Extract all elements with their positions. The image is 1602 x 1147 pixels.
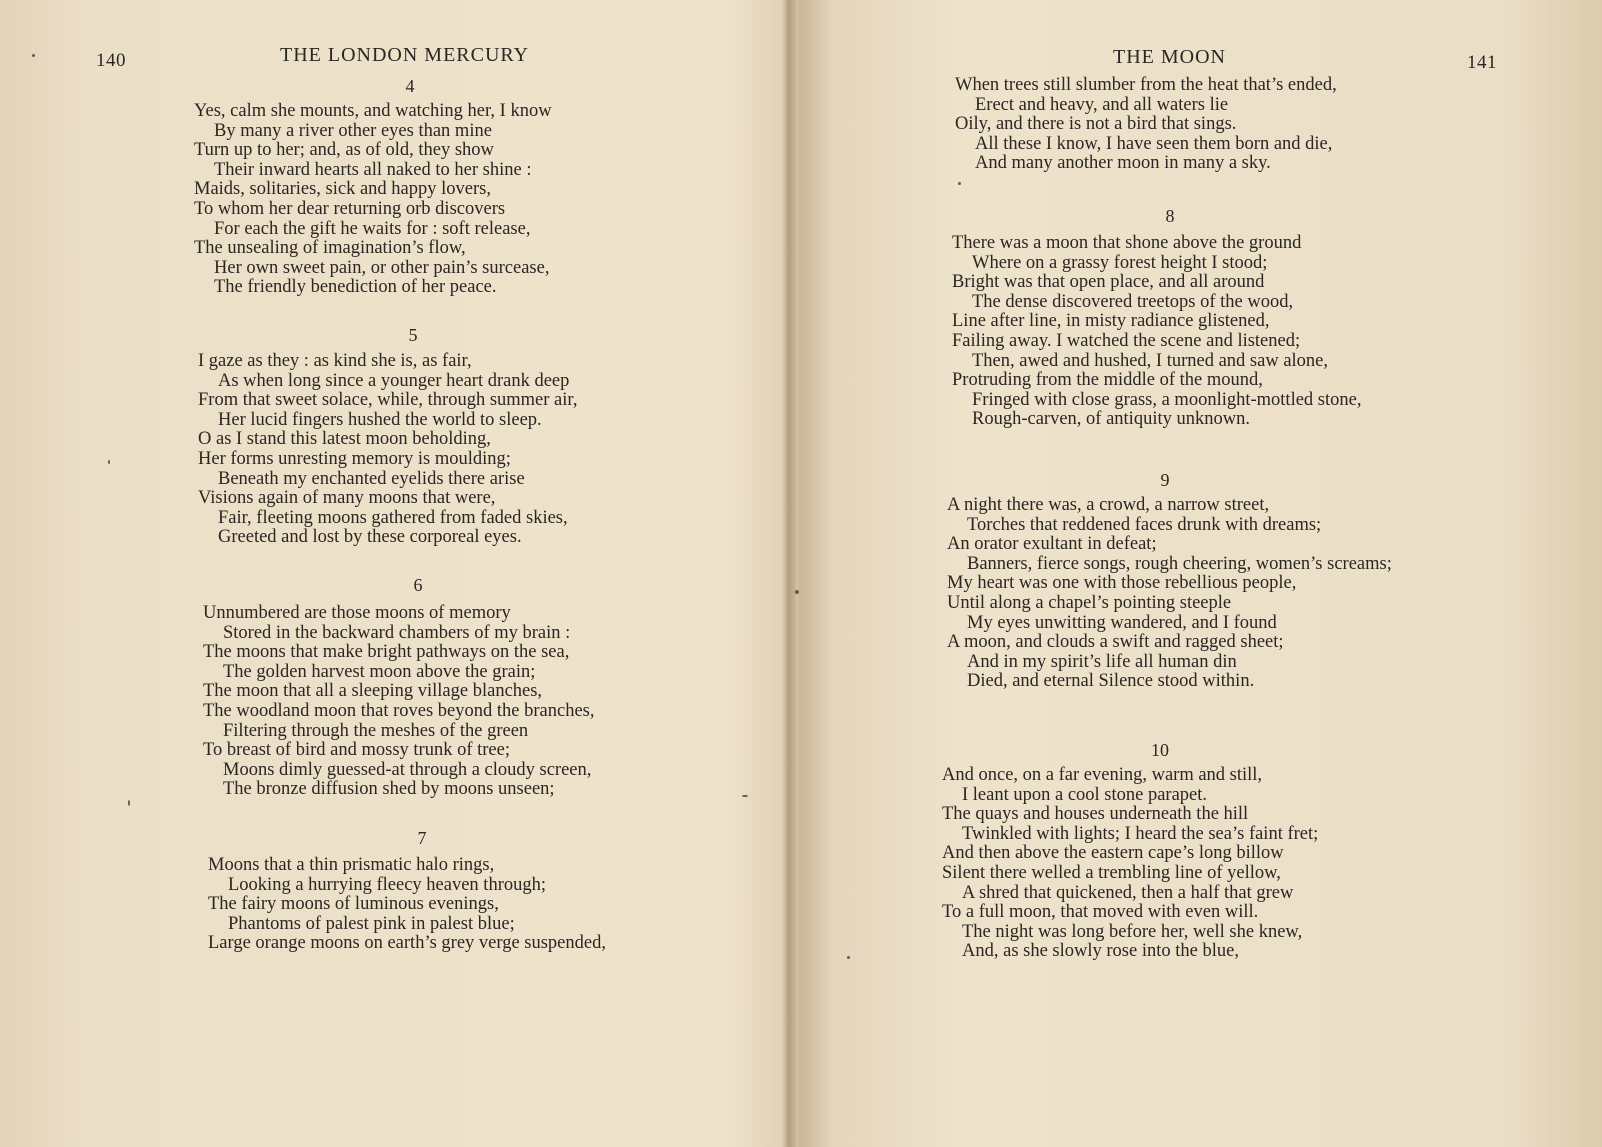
poem-line: The moon that all a sleeping village blanches, <box>203 681 543 702</box>
left-page-number: 140 <box>96 50 126 71</box>
poem-line: Her forms unresting memory is moulding; <box>198 448 511 469</box>
poem-line: Turn up to her; and, as of old, they show <box>194 140 494 161</box>
poem-line: A night there was, a crowd, a narrow street, <box>947 495 1270 515</box>
poem-line: O as I stand this latest moon beholding, <box>198 429 491 450</box>
stanza-9 <box>947 496 1392 692</box>
poem-line: Unnumbered are those moons of memory <box>203 603 511 623</box>
poem-line: As when long since a younger heart drank deep <box>218 370 570 391</box>
poem-line: The moons that make bright pathways on the sea, <box>203 642 570 663</box>
poem-line: Oily, and there is not a bird that sings. <box>955 114 1237 135</box>
poem-line: Stored in the backward chambers of my brain : <box>223 622 571 643</box>
poem-line: Moons dimly guessed-at through a cloudy screen, <box>223 759 592 780</box>
poem-line: And many another moon in many a sky. <box>975 153 1271 174</box>
poem-line: And once, on a far evening, warm and still, <box>942 765 1263 785</box>
stanza-number: 4 <box>405 76 415 96</box>
poem-line: The quays and houses underneath the hill <box>942 804 1249 825</box>
right-running-head: THE MOON <box>1113 46 1226 68</box>
stanza-4 <box>194 102 552 298</box>
stanza-number: 7 <box>417 828 427 848</box>
paper-speck <box>32 54 35 57</box>
poem-line: Until along a chapel’s pointing steeple <box>947 592 1232 613</box>
stanza-7 <box>208 856 606 954</box>
poem-line: Erect and heavy, and all waters lie <box>975 94 1229 115</box>
poem-line: Where on a grassy forest height I stood; <box>972 252 1268 273</box>
poem-line: From that sweet solace, while, through summer air, <box>198 390 578 411</box>
poem-line: And in my spirit’s life all human din <box>967 651 1237 672</box>
poem-line: My heart was one with those rebellious people, <box>947 573 1297 594</box>
stanza-number: 10 <box>1151 740 1169 760</box>
poem-line: Rough-carven, of antiquity unknown. <box>972 409 1250 430</box>
poem-line: Looking a hurrying fleecy heaven through; <box>228 874 546 895</box>
poem-line: Then, awed and hushed, I turned and saw alone, <box>972 350 1329 371</box>
poem-line: And, as she slowly rose into the blue, <box>962 941 1239 962</box>
poem-line: Their inward hearts all naked to her shine : <box>214 159 532 180</box>
paper-speck <box>108 460 110 464</box>
stanza-number: 8 <box>1165 206 1175 226</box>
poem-line: To whom her dear returning orb discovers <box>194 198 506 219</box>
poem-line: A shred that quickened, then a half that grew <box>962 882 1294 903</box>
poem-line: Filtering through the meshes of the green <box>223 720 529 741</box>
poem-line: Beneath my enchanted eyelids there arise <box>218 468 525 489</box>
poem-line: All these I know, I have seen them born and die, <box>975 133 1333 154</box>
poem-line: Torches that reddened faces drunk with dreams; <box>967 514 1322 535</box>
poem-line: I leant upon a cool stone parapet. <box>962 784 1208 805</box>
poem-line: Moons that a thin prismatic halo rings, <box>208 855 495 875</box>
poem-line: Phantoms of palest pink in palest blue; <box>228 913 515 934</box>
stanza-7-continued <box>955 76 1337 174</box>
poem-line: Greeted and lost by these corporeal eyes. <box>218 527 522 548</box>
paper-speck <box>795 590 799 594</box>
stanza-number: 9 <box>1160 470 1170 490</box>
stanza-8 <box>952 234 1361 430</box>
poem-line: I gaze as they : as kind she is, as fair, <box>198 351 472 371</box>
paper-speck <box>847 956 850 959</box>
poem-line: A moon, and clouds a swift and ragged sheet; <box>947 632 1284 653</box>
poem-line: By many a river other eyes than mine <box>214 120 492 141</box>
poem-line: For each the gift he waits for : soft release, <box>214 218 531 239</box>
poem-line: The night was long before her, well she knew, <box>962 921 1303 942</box>
poem-line: Protruding from the middle of the mound, <box>952 370 1263 391</box>
poem-line: The dense discovered treetops of the wood, <box>972 291 1294 312</box>
poem-line: Bright was that open place, and all around <box>952 272 1265 293</box>
paper-speck <box>958 182 961 185</box>
poem-line: When trees still slumber from the heat that’s ended, <box>955 75 1337 95</box>
poem-line: And then above the eastern cape’s long billow <box>942 843 1284 864</box>
poem-line: Maids, solitaries, sick and happy lovers, <box>194 179 491 200</box>
poem-line: The woodland moon that roves beyond the branches, <box>203 700 595 721</box>
poem-line: The golden harvest moon above the grain; <box>223 661 536 682</box>
poem-line: The bronze diffusion shed by moons unseen; <box>223 779 555 800</box>
stanza-6 <box>203 604 594 800</box>
poem-line: To breast of bird and mossy trunk of tree; <box>203 740 510 761</box>
poem-line: Fair, fleeting moons gathered from faded skies, <box>218 507 568 528</box>
poem-line: Yes, calm she mounts, and watching her, I know <box>194 101 552 121</box>
poem-line: Line after line, in misty radiance glistened, <box>952 311 1270 332</box>
left-running-head: THE LONDON MERCURY <box>280 44 530 66</box>
poem-line: To a full moon, that moved with even will. <box>942 902 1259 923</box>
poem-line: Fringed with close grass, a moonlight-mottled stone, <box>972 389 1362 410</box>
left-page <box>0 0 790 1147</box>
poem-line: Her lucid fingers hushed the world to sleep. <box>218 409 542 430</box>
stanza-number: 5 <box>408 325 418 345</box>
stanza-number: 6 <box>413 575 423 595</box>
poem-line: Twinkled with lights; I heard the sea’s faint fret; <box>962 823 1319 844</box>
poem-line: Died, and eternal Silence stood within. <box>967 671 1255 692</box>
stanza-5 <box>198 352 577 548</box>
poem-line: There was a moon that shone above the ground <box>952 233 1302 253</box>
poem-line: Silent there welled a trembling line of yellow, <box>942 862 1281 883</box>
poem-line: An orator exultant in defeat; <box>947 534 1157 555</box>
stanza-10 <box>942 766 1318 962</box>
poem-line: Visions again of many moons that were, <box>198 488 496 509</box>
poem-line: Large orange moons on earth’s grey verge suspended, <box>208 933 606 954</box>
poem-line: My eyes unwitting wandered, and I found <box>967 612 1277 633</box>
paper-speck <box>742 795 748 797</box>
poem-line: Her own sweet pain, or other pain’s surcease, <box>214 257 550 278</box>
right-page <box>795 0 1602 1147</box>
poem-line: The fairy moons of luminous evenings, <box>208 894 499 915</box>
poem-line: The friendly benediction of her peace. <box>214 277 497 298</box>
right-page-number: 141 <box>1467 52 1497 73</box>
poem-line: Failing away. I watched the scene and listened; <box>952 330 1301 351</box>
poem-line: Banners, fierce songs, rough cheering, women’s screams; <box>967 553 1392 574</box>
paper-speck <box>128 800 130 806</box>
poem-line: The unsealing of imagination’s flow, <box>194 238 466 259</box>
